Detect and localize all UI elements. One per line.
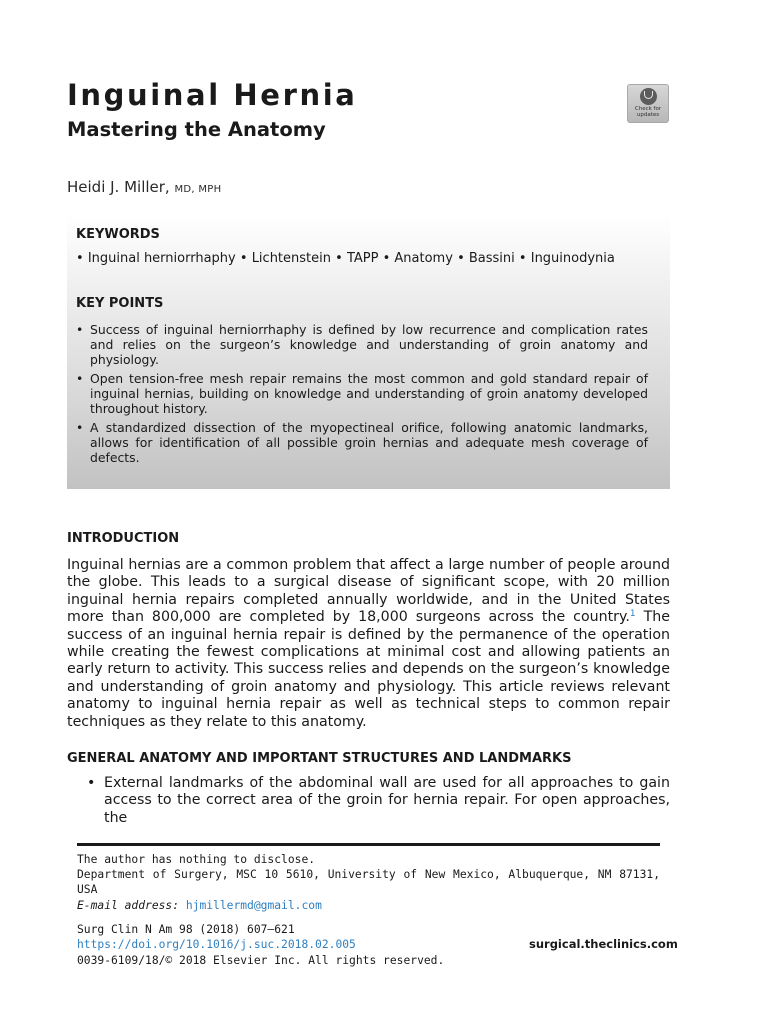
keyword: Inguinodynia	[530, 251, 615, 266]
keywords-keypoints-box	[67, 215, 670, 489]
badge-label: Check for updates	[634, 106, 662, 118]
reference-link[interactable]: 1	[629, 609, 636, 620]
check-for-updates-badge[interactable]	[627, 84, 669, 123]
key-point: • A standardized dissection of the myopectineal orifice, following anatomic landmarks, allows for identification of all possible groin hernias and adequate mesh coverage of defects.	[76, 420, 648, 465]
author-degrees: MD, MPH	[174, 184, 222, 195]
email-link[interactable]: hjmillermd@gmail.com	[185, 899, 322, 912]
introduction-heading: INTRODUCTION	[67, 531, 180, 546]
disclosure-note: The author has nothing to disclose.	[77, 853, 316, 866]
footnote-divider	[77, 843, 660, 846]
key-point: • Open tension-free mesh repair remains the most common and gold standard repair of inguinal hernias, building on knowledge and understanding of groin anatomy developed throughout history.	[76, 371, 648, 416]
article-title: Inguinal Hernia	[67, 78, 358, 112]
email-note	[77, 898, 660, 913]
check-for-updates-icon	[640, 88, 657, 105]
key-point: • Success of inguinal herniorrhaphy is defined by low recurrence and complication rates and relies on the surgeon’s knowledge and understanding of groin anatomy and physiology.	[76, 322, 648, 367]
keyword: TAPP	[346, 251, 379, 266]
general-anatomy-bullet: • External landmarks of the abdominal wall are used for all approaches to gain access to the correct area of the groin for hernia repair. For open approaches, the	[87, 775, 670, 827]
keywords-list: • Inguinal herniorrhaphy • Lichtenstein • TAPP • Anatomy • Bassini • Inguinodynia	[76, 251, 615, 266]
author-name: Heidi J. Miller,	[67, 178, 170, 196]
general-anatomy-heading: GENERAL ANATOMY AND IMPORTANT STRUCTURES AND LANDMARKS	[67, 751, 572, 766]
email-label: E-mail address:	[77, 899, 180, 912]
journal-site: surgical.theclinics.com	[529, 937, 678, 951]
doi-link[interactable]: https://doi.org/10.1016/j.suc.2018.02.005	[77, 938, 356, 951]
journal-citation: Surg Clin N Am 98 (2018) 607–621	[77, 923, 295, 936]
keyword: Anatomy	[394, 251, 453, 266]
author-line	[67, 177, 221, 200]
keyword: Lichtenstein	[251, 251, 331, 266]
article-subtitle: Mastering the Anatomy	[67, 118, 326, 141]
introduction-paragraph: Inguinal hernias are a common problem that affect a large number of people around the globe. This leads to a surgical disease of significant scope, with 20 million inguinal hernia repairs completed annually worldwide, and in the United States more than 800,000 are completed by 18,000 surgeons across the country.$^1$ The success of an inguinal hernia repair is defined by the permanence of the operation while creating the fewest complications at minimal cost and allowing patients an early return to activity. This success relies and depends on the surgeon’s knowledge and understanding of groin anatomy and physiology. This article reviews relevant anatomy to inguinal hernia repair as well as technical steps to common repair techniques as they relate to this anatomy.	[67, 557, 670, 730]
keywords-heading: KEYWORDS	[76, 227, 160, 242]
keyword: Bassini	[468, 251, 515, 266]
keyword: Inguinal herniorrhaphy	[87, 251, 236, 266]
copyright-line: 0039-6109/18/© 2018 Elsevier Inc. All rights reserved.	[77, 954, 445, 967]
key-points-list	[76, 322, 648, 465]
affiliation-note: Department of Surgery, MSC 10 5610, University of New Mexico, Albuquerque, NM 87131, USA	[77, 868, 660, 896]
key-points-heading: KEY POINTS	[76, 296, 164, 311]
